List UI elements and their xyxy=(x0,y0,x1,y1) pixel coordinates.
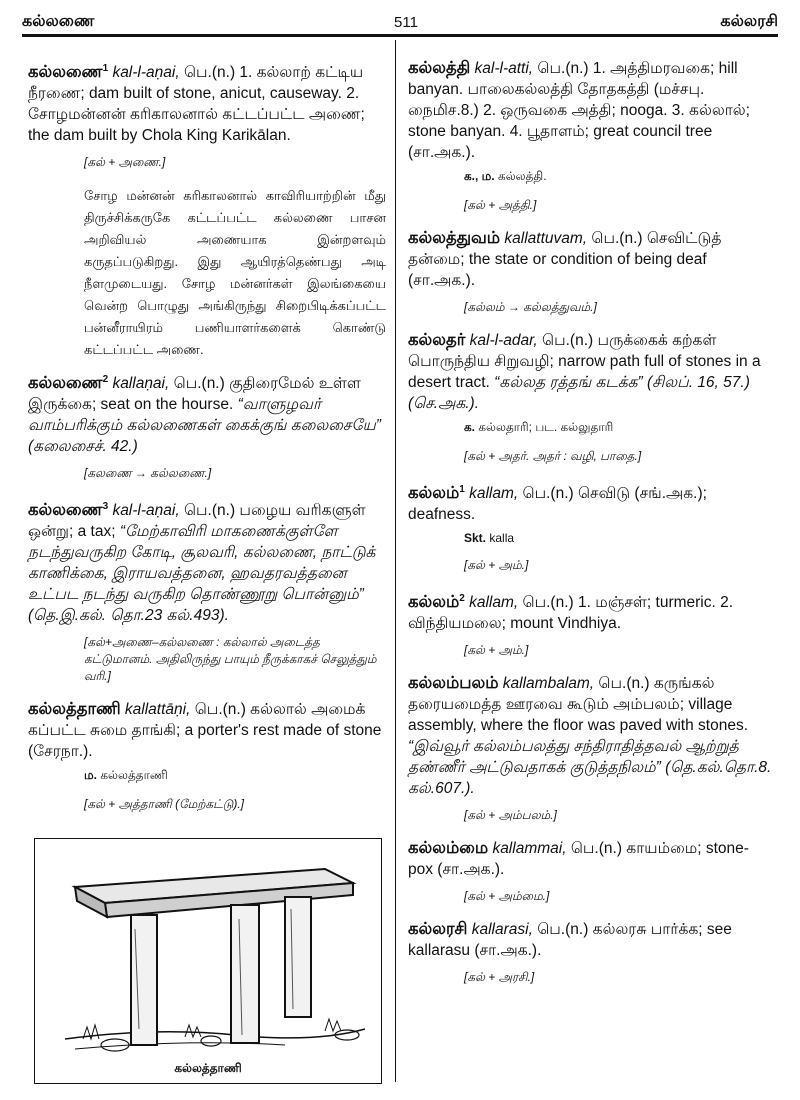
column-divider xyxy=(395,40,396,1082)
headword: கல்லத்தாணி xyxy=(28,700,121,719)
headword: கல்லணை xyxy=(28,63,103,82)
etymology: [கல்+அணை–கல்லணை : கல்லால் அடைத்த கட்டுமானம். அதிலிருந்து பாயும் நீருக்காகச் செலுத்தும் வரி.] xyxy=(84,635,377,684)
etymology: [கல் + அம்பலம்.] xyxy=(464,808,557,823)
etymology: [கல் + அத்தாணி (மேற்கட்டு).] xyxy=(84,797,245,812)
transliteration: kallattuvam, xyxy=(504,230,588,247)
homonym-number: 3 xyxy=(102,501,109,513)
homonym-number: 1 xyxy=(102,63,109,74)
definition: பெ.(n.) செவிடு (சங்.அக.); deafness. xyxy=(408,485,707,524)
guide-word-right: கல்லரசி xyxy=(720,13,778,30)
dictionary-entry xyxy=(28,699,386,762)
left-column xyxy=(28,58,386,827)
transliteration: kal-l-aṇai, xyxy=(112,502,180,520)
citation: “இவ்வூர் கல்லம்பலத்து சந்திராதித்தவல் ஆற்றுத் தண்ணீர் அட்டுவதாகக் குடுத்தநிலம்” (தெ.கல்.தொ.8. கல்.607.). xyxy=(408,738,772,798)
cognate-language: க. xyxy=(464,420,476,434)
cognate-word: கல்லதாரி; பட. கல்லுதாரி xyxy=(478,420,614,434)
headword: கல்லத்துவம் xyxy=(408,229,501,247)
definition: பெ.(n.) 1. அத்திமரவகை; hill banyan. பாலைகல்லத்தி தோதகத்தி (மச்சபு. நைமிச.8.) 2. ஒருவகை அத்தி; nooga. 3. கல்லால்; stone banyan. 4. பூதாளம்; great council tree (சா.அக.). xyxy=(408,60,750,161)
cognate-language: க., ம. xyxy=(464,169,495,183)
citation: “கல்லத ரத்தங் கடக்க” (சிலப். 16, 57.) (செ.அக.). xyxy=(408,374,750,412)
definition: பெ.(n.) செவிட்டுத் தன்மை; the state or condition of being deaf (சா.அக.). xyxy=(408,230,722,289)
dictionary-entry xyxy=(408,479,772,525)
guide-word-left: கல்லணை xyxy=(22,13,95,30)
headword: கல்லம்மை xyxy=(408,839,489,858)
headword: கல்லணை xyxy=(28,374,103,393)
headword: கல்லம்பலம் xyxy=(408,674,499,693)
cognates xyxy=(464,531,772,545)
cognate-word: kalla xyxy=(489,531,515,546)
definition: பெ.(n.) 1. கல்லாற் கட்டிய நீரணை; dam built of stone, anicut, causeway. 2. சோழமன்னன் கரிகாலனால் கட்டப்பட்ட அணை; the dam built by Chola King Karikālan. xyxy=(28,64,365,145)
definition: பெ.(n.) கருங்கல் தரையமைத்த ஊரவை கூடும் அம்பலம்; village assembly, where the floor was paved with stones. xyxy=(408,675,749,735)
header-rule xyxy=(22,34,778,37)
etymology: [கல் + அம்.] xyxy=(464,558,529,573)
figure-caption: கல்லத்தாணி xyxy=(174,1061,242,1075)
etymology: [கலணை → கல்லணை.] xyxy=(84,466,212,481)
headword: கல்லரசி xyxy=(408,920,468,939)
etymology: [கல் + அம்.] xyxy=(464,643,529,658)
definition: பெ.(n.) குதிரைமேல் உள்ள இருக்கை; seat on the hourse. xyxy=(28,375,361,414)
transliteration: kallam, xyxy=(469,485,519,503)
cognate-word: கல்லத்தி. xyxy=(498,169,547,183)
headword: கல்லதர் xyxy=(408,331,466,349)
definition: பெ.(n.) 1. மஞ்சள்; turmeric. 2. விந்தியமலை; mount Vindhiya. xyxy=(408,594,734,633)
cognates xyxy=(464,169,772,185)
definition: பெ.(n.) கல்லால் அமைக் கப்பட்ட சுமை தாங்கி; a porter's rest made of stone (சேரநா.). xyxy=(28,701,382,761)
transliteration: kallattāṇi, xyxy=(124,701,191,719)
etymology: [கல் + அம்மை.] xyxy=(464,889,550,904)
right-column xyxy=(408,58,772,1000)
cognates xyxy=(464,420,772,436)
headword: கல்லம் xyxy=(408,484,460,503)
headword: கல்லத்தி xyxy=(408,59,471,77)
transliteration: kal-l-aṇai, xyxy=(112,64,180,82)
definition: பெ.(n.) பருக்கைக் கற்கள் பொருந்திய சிறுவழி; narrow path full of stones in a desert tract. xyxy=(408,332,761,391)
dictionary-entry xyxy=(408,838,772,880)
page-header xyxy=(22,4,778,34)
dictionary-entry xyxy=(408,673,772,799)
citation: “வாளுழவர் வாம்பரிக்கும் கல்லணைகள் கைக்குங் கலைசையே” (கலைசைச். 42.) xyxy=(28,396,381,456)
etymology: [கல்லம் → கல்லத்துவம்.] xyxy=(464,300,597,314)
dictionary-entry xyxy=(408,330,772,414)
transliteration: kallambalam, xyxy=(502,675,595,693)
headword: கல்லணை xyxy=(28,501,103,520)
transliteration: kallam, xyxy=(469,594,519,612)
dictionary-entry xyxy=(28,496,386,626)
homonym-number: 1 xyxy=(459,484,465,495)
transliteration: kal-l-atti, xyxy=(474,60,534,77)
page-number: 511 xyxy=(394,14,418,31)
etymology: [கல் + அணை.] xyxy=(84,155,166,170)
encyclopedic-note: சோழ மன்னன் கரிகாலனால் காவிரியாற்றின் மீது திருச்சிக்கருகே கட்டப்பட்ட கல்லணை பாசன அறிவியல் அணையாக இன்றளவும் கருதப்படுகிறது. இது ஆயிரத்தெண்பது அடி நீளமுடையது. சோழ மன்னர்கள் இலங்கையை வென்ற பொழுது அங்கிருந்து சிறைபிடிக்கப்பட்ட பன்னீராயிரம் பணியாளர்களைக் கொண்டு கட்டப்பட்ட அணை. xyxy=(84,188,386,358)
transliteration: kallaṇai, xyxy=(112,375,170,393)
cognates xyxy=(84,768,386,784)
dictionary-entry xyxy=(408,58,772,163)
transliteration: kallarasi, xyxy=(471,921,533,939)
illustration-frame xyxy=(34,838,382,1084)
cognate-language: ம. xyxy=(84,768,97,783)
transliteration: kallammai, xyxy=(492,840,567,858)
transliteration: kal-l-adar, xyxy=(469,332,538,349)
etymology: [கல் + அதர். அதர் : வழி, பாதை.] xyxy=(464,449,642,463)
homonym-number: 2 xyxy=(102,374,109,386)
definition: பெ.(n.) காயம்மை; stone-pox (சா.அக.). xyxy=(408,840,749,879)
dictionary-entry xyxy=(28,58,386,146)
dictionary-entry xyxy=(408,228,772,291)
etymology: [கல் + அரசி.] xyxy=(464,970,535,985)
cognate-word: கல்லத்தாணி xyxy=(100,768,168,783)
headword: கல்லம் xyxy=(408,593,460,612)
dictionary-entry xyxy=(28,369,386,457)
definition: பெ.(n.) பழைய வரிகளுள் ஒன்று; a tax; xyxy=(28,502,366,541)
citation: “மேற்காவிரி மாகணைக்குள்ளே நடந்துவருகிற கோடி, சூலவரி, கல்லணை, நாட்டுக் காணிக்கை, இராயவத்தனை, ஹவதரவத்தனை உட்பட நடந்து வருகிற தொண்ணூறு பொன்னும்” (தெ.இ.கல். தொ.23 கல்.493). xyxy=(28,523,376,625)
dictionary-entry xyxy=(408,588,772,634)
etymology: [கல் + அத்தி.] xyxy=(464,198,537,212)
porters-rest-illustration xyxy=(35,839,381,1083)
homonym-number: 2 xyxy=(459,593,465,605)
definition: பெ.(n.) கல்லரசு பார்க்க; see kallarasu (சா.அக.). xyxy=(408,921,732,960)
cognate-language: Skt. xyxy=(464,531,487,546)
dictionary-entry xyxy=(408,919,772,961)
